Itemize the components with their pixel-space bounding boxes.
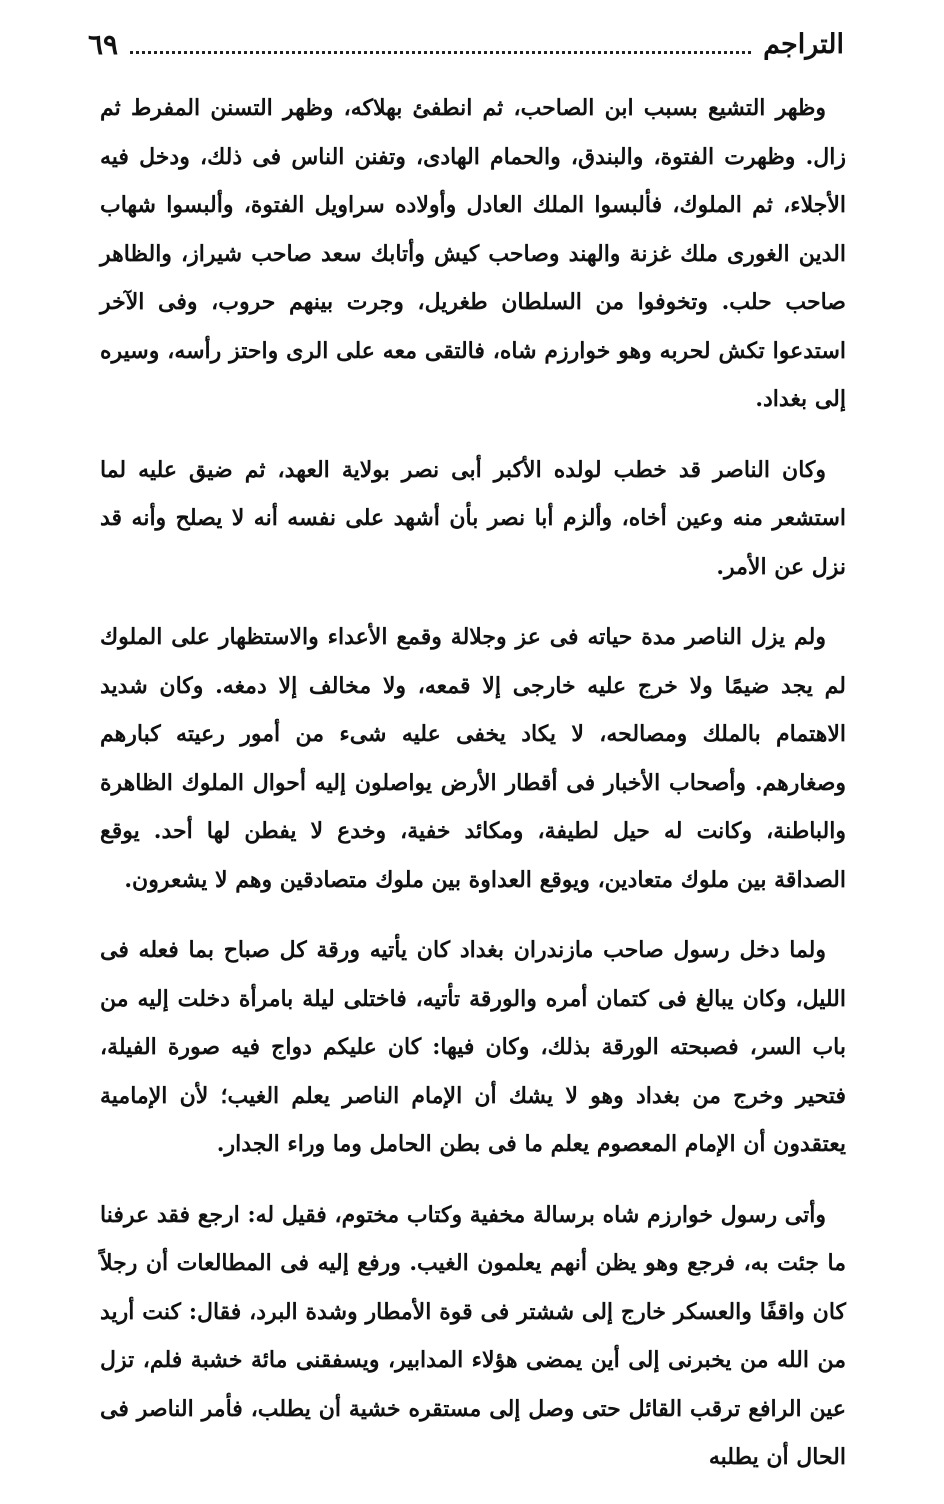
paragraph: ولما دخل رسول صاحب مازندران بغداد كان يأتيه ورقة كل صباح بما فعله فى الليل، وكان يبالغ فى كتمان أمره والورقة تأتيه، فاختلى ليلة بامرأة دخلت إليه من باب السر، فصبحته الورقة بذلك، وكان فيها: كان عليكم دواج فيه صورة الفيلة، فتحير وخرج من بغداد وهو لا يشك أن الإمام الناصر يعلم الغيب؛ لأن الإمامية يعتقدون أن الإمام المعصوم يعلم ما فى بطن الحامل وما وراء الجدار. (100, 937, 846, 1157)
page-number: ٦٩ (88, 27, 119, 61)
paragraph: ولم يزل الناصر مدة حياته فى عز وجلالة وقمع الأعداء والاستظهار على الملوك لم يجد ضيمًا ولا خرج عليه خارجى إلا قمعه، ولا مخالف إلا دمغه. وكان شديد الاهتمام بالملك ومصالحه، لا يكاد يخفى عليه شىء من أمور رعيته كبارهم وصغارهم. وأصحاب الأخبار فى أقطار الأرض يواصلون إليه أحوال الملوك الظاهرة والباطنة، وكانت له حيل لطيفة، ومكائد خفية، وخدع لا يفطن لها أحد. يوقع الصداقة بين ملوك متعادين، ويوقع العداوة بين ملوك متصادقين وهم لا يشعرون. (100, 624, 846, 893)
paragraph: وظهر التشيع بسبب ابن الصاحب، ثم انطفئ بهلاكه، وظهر التسنن المفرط ثم زال. وظهرت الفتوة، والبندق، والحمام الهادى، وتفنن الناس فى ذلك، ودخل فيه الأجلاء، ثم الملوك، فألبسوا الملك العادل وأولاده سراويل الفتوة، وألبسوا شهاب الدين الغورى ملك غزنة والهند وصاحب كيش وأتابك سعد صاحب شيراز، والظاهر صاحب حلب. وتخوفوا من السلطان طغريل، وجرت بينهم حروب، وفى الآخر استدعوا تكش لحربه وهو خوارزم شاه، فالتقى معه على الرى واحتز رأسه، وسيره إلى بغداد. (100, 95, 846, 412)
dotted-leader (130, 51, 751, 54)
paragraph: وأتى رسول خوارزم شاه برسالة مخفية وكتاب مختوم، فقيل له: ارجع فقد عرفنا ما جئت به، فرجع وهو يظن أنهم يعلمون الغيب. ورفع إليه فى المطالعات أن رجلاً كان واقفًا والعسكر خارج إلى ششتر فى قوة الأمطار وشدة البرد، فقال: كنت أريد من الله من يخبرنى إلى أين يمضى هؤلاء المدابير، ويسفقنى مائة خشبة فلم، تزل عين الرافع ترقب القائل حتى وصل إلى مستقره خشية أن يطلب، فأمر الناصر فى الحال أن يطلبه (100, 1201, 846, 1470)
running-header (88, 22, 844, 66)
chapter-title: التراجم (763, 28, 844, 60)
paragraph: وكان الناصر قد خطب لولده الأكبر أبى نصر بولاية العهد، ثم ضيق عليه لما استشعر منه وعين أخاه، وألزم أبا نصر بأن أشهد على نفسه أنه لا يصلح وأنه قد نزل عن الأمر. (100, 456, 846, 580)
body-text (100, 84, 846, 1504)
